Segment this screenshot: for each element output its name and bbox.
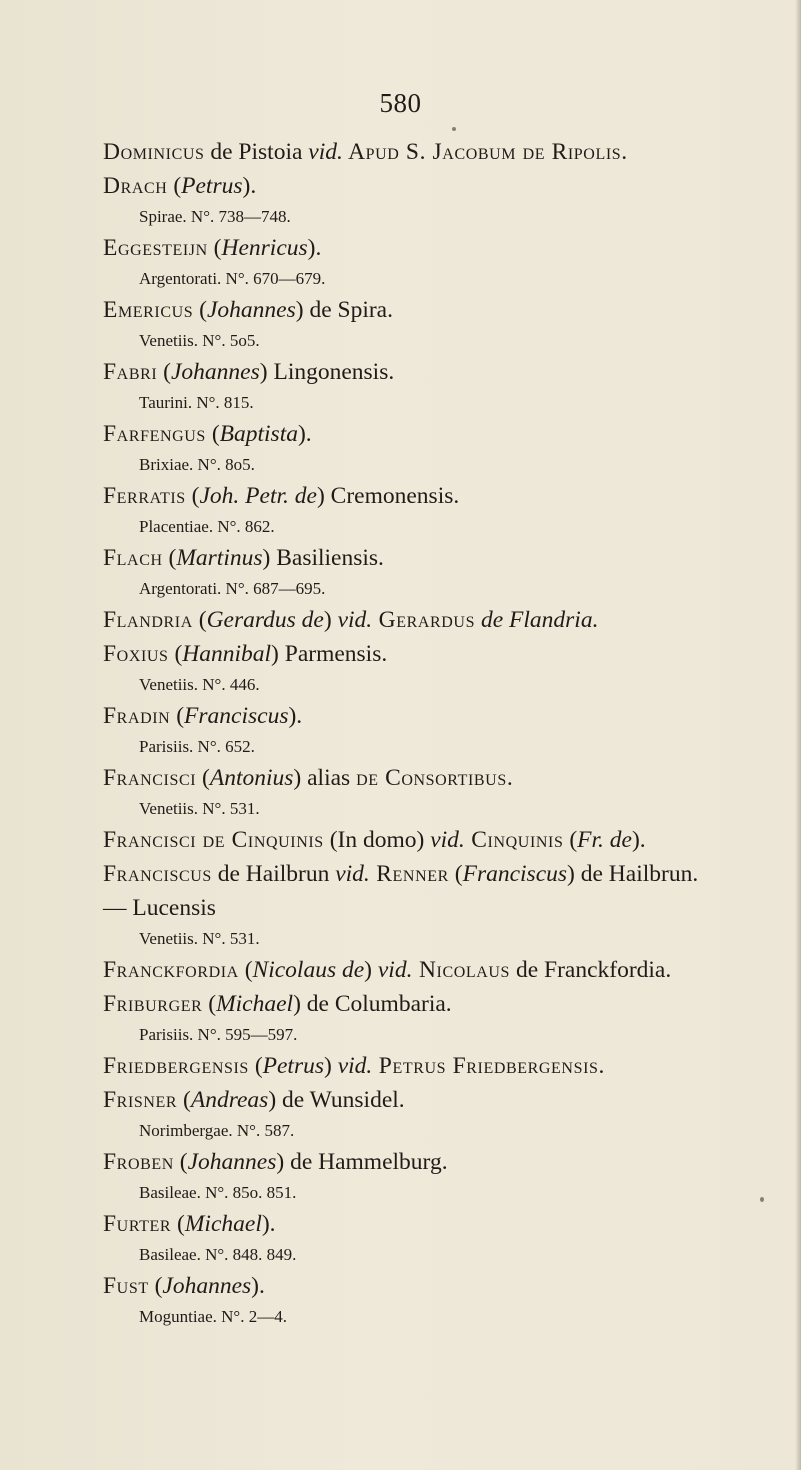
entry-text: ) Cremonensis.	[316, 483, 460, 509]
index-entry-heading	[103, 955, 793, 986]
index-entry-heading	[103, 481, 793, 512]
printer-name: Flach	[103, 545, 163, 571]
index-entry-heading	[103, 233, 793, 264]
entry-text: )	[323, 607, 338, 633]
italic-term: de Flandria.	[480, 607, 599, 633]
italic-term: Martinus	[176, 545, 263, 571]
entry-text: ) de Columbaria.	[293, 991, 452, 1017]
entry-text: (	[238, 957, 253, 983]
italic-term: Nicolaus de	[252, 957, 365, 983]
italic-term: Michael	[184, 1211, 262, 1237]
entry-text: (	[196, 765, 210, 791]
entry-text: ).	[242, 173, 257, 199]
index-entry-heading	[103, 357, 793, 388]
index-entry-heading	[103, 893, 793, 924]
entry-text: de Hailbrun	[211, 861, 336, 887]
entry-text: (	[162, 545, 177, 571]
entry-text: ).	[288, 703, 303, 729]
printers-index-list	[103, 137, 793, 1330]
entry-text: )	[364, 957, 378, 983]
entry-text: (In domo)	[323, 827, 431, 853]
italic-term: Franciscus	[462, 861, 568, 887]
entry-text: )	[324, 1053, 338, 1079]
italic-term: Joh. Petr. de	[199, 483, 317, 509]
page-number: 580	[379, 88, 422, 118]
entry-text: ) de Spira.	[295, 297, 393, 323]
entry-text: de Franckfordia.	[510, 957, 672, 983]
printer-name: Francisci de Cinquinis	[103, 827, 324, 853]
italic-term: vid.	[377, 957, 413, 983]
entry-text: (	[207, 235, 222, 261]
italic-term: vid.	[337, 607, 373, 633]
italic-term: vid.	[430, 827, 465, 853]
printer-name: Frisner	[103, 1087, 178, 1113]
printer-name: Petrus Friedbergensis.	[372, 1053, 605, 1079]
index-entry-place: Argentorati. N°. 670—679.	[139, 269, 326, 288]
printer-name: Eggesteijn	[103, 235, 208, 261]
index-entry-heading	[103, 1147, 793, 1178]
entry-text: ).	[251, 1273, 265, 1299]
italic-term: vid.	[337, 1053, 373, 1079]
index-entry-heading	[103, 137, 793, 168]
entry-text: (	[168, 641, 183, 667]
entry-text: (	[173, 1149, 188, 1175]
index-entry-place: Taurini. N°. 815.	[139, 393, 254, 412]
printer-name: Ferratis	[103, 483, 186, 509]
index-entry-heading	[103, 989, 793, 1020]
entry-text: (	[205, 421, 220, 447]
italic-term: Johannes	[171, 359, 260, 385]
italic-term: Franciscus	[184, 703, 289, 729]
printer-name: Francisci	[103, 765, 197, 791]
index-entry-place: Parisiis. N°. 652.	[139, 737, 255, 756]
italic-term: Baptista	[219, 421, 298, 447]
italic-term: Hannibal	[182, 641, 272, 667]
entry-text: ).	[297, 421, 312, 447]
printer-name: Gerardus	[372, 607, 476, 633]
index-entry-heading	[103, 639, 793, 670]
entry-text: (	[167, 173, 182, 199]
index-entry-place: Placentiae. N°. 862.	[139, 517, 275, 536]
printer-name: Apud S. Jacobum de Ripolis.	[342, 139, 628, 165]
printer-name: Dominicus	[103, 139, 205, 165]
entry-text: ).	[261, 1211, 276, 1237]
italic-term: Johannes	[162, 1273, 252, 1299]
index-entry-heading	[103, 1051, 793, 1082]
entry-text: (	[170, 703, 185, 729]
printer-name: Fradin	[103, 703, 171, 729]
printer-name: Flandria	[103, 607, 193, 633]
index-entry-place: Basileae. N°. 848. 849.	[139, 1245, 297, 1264]
italic-term: Antonius	[209, 765, 294, 791]
index-entry-heading	[103, 419, 793, 450]
entry-text: (	[192, 607, 207, 633]
index-entry-heading	[103, 701, 793, 732]
index-entry-heading	[103, 825, 793, 856]
printer-name: Fust	[103, 1273, 149, 1299]
index-entry-heading	[103, 763, 793, 794]
printer-name: Farfengus	[103, 421, 206, 447]
printer-name: Cinquinis	[464, 827, 564, 853]
printer-name: Friedbergensis	[103, 1053, 249, 1079]
page-edge-shadow	[795, 0, 801, 1470]
index-entry-place: Venetiis. N°. 531.	[139, 929, 260, 948]
ink-speck	[452, 127, 456, 131]
index-entry-heading	[103, 171, 793, 202]
entry-text: ).	[307, 235, 322, 261]
italic-term: vid.	[308, 139, 343, 165]
printer-name: Friburger	[103, 991, 203, 1017]
entry-text: (	[448, 861, 463, 887]
index-entry-place: Venetiis. N°. 446.	[139, 675, 260, 694]
index-entry-heading	[103, 1085, 793, 1116]
index-entry-place: Parisiis. N°. 595—597.	[139, 1025, 298, 1044]
printer-name: Nicolaus	[412, 957, 511, 983]
italic-term: Johannes	[206, 297, 296, 323]
italic-term: Michael	[216, 991, 294, 1017]
entry-text: (	[157, 359, 171, 385]
entry-text: (	[185, 483, 200, 509]
printer-name: Froben	[103, 1149, 174, 1175]
entry-text: (	[202, 991, 217, 1017]
index-entry-place: Venetiis. N°. 5o5.	[139, 331, 260, 350]
italic-term: Henricus	[221, 235, 308, 261]
index-entry-place: Argentorati. N°. 687—695.	[139, 579, 326, 598]
index-entry-place: Brixiae. N°. 8o5.	[139, 455, 255, 474]
index-entry-place: Basileae. N°. 85o. 851.	[139, 1183, 297, 1202]
printer-name: Emericus	[103, 297, 194, 323]
entry-text: de Pistoia	[204, 139, 309, 165]
italic-term: Petrus	[181, 173, 243, 199]
entry-text: (	[248, 1053, 263, 1079]
index-entry-place: Spirae. N°. 738—748.	[139, 207, 291, 226]
printer-name: de Consortibus.	[356, 765, 514, 791]
italic-term: Fr. de	[577, 827, 632, 853]
entry-text: (	[177, 1087, 191, 1113]
index-entry-heading	[103, 1271, 793, 1302]
italic-term: vid.	[335, 861, 370, 887]
index-entry-heading	[103, 605, 793, 636]
entry-text: ) alias	[293, 765, 357, 791]
italic-term: Johannes	[187, 1149, 277, 1175]
printer-name: Foxius	[103, 641, 169, 667]
printer-name: Franciscus	[103, 861, 212, 887]
index-entry-heading	[103, 295, 793, 326]
italic-term: Gerardus de	[206, 607, 324, 633]
index-entry-heading	[103, 859, 793, 890]
index-entry-heading	[103, 543, 793, 574]
printer-name: Franckfordia	[103, 957, 239, 983]
index-entry-place: Norimbergae. N°. 587.	[139, 1121, 295, 1140]
printer-name: Drach	[103, 173, 168, 199]
index-entry-heading	[103, 1209, 793, 1240]
entry-text: ) Lingonensis.	[259, 359, 395, 385]
entry-text: ) de Hammelburg.	[276, 1149, 448, 1175]
italic-term: Andreas	[190, 1087, 269, 1113]
entry-text: ) de Hailbrun.	[567, 861, 699, 887]
italic-term: Petrus	[262, 1053, 324, 1079]
entry-text: ).	[631, 827, 646, 853]
entry-text: (	[148, 1273, 163, 1299]
entry-text: ) Basiliensis.	[262, 545, 384, 571]
printer-name: Furter	[103, 1211, 172, 1237]
entry-text: — Lucensis	[103, 895, 216, 921]
entry-text: (	[563, 827, 578, 853]
printer-name: Fabri	[103, 359, 158, 385]
index-entry-place: Venetiis. N°. 531.	[139, 799, 260, 818]
entry-text: (	[193, 297, 207, 323]
index-entry-place: Moguntiae. N°. 2—4.	[139, 1307, 287, 1326]
entry-text: ) Parmensis.	[271, 641, 388, 667]
entry-text: ) de Wunsidel.	[268, 1087, 405, 1113]
entry-text: (	[171, 1211, 185, 1237]
printer-name: Renner	[369, 861, 449, 887]
